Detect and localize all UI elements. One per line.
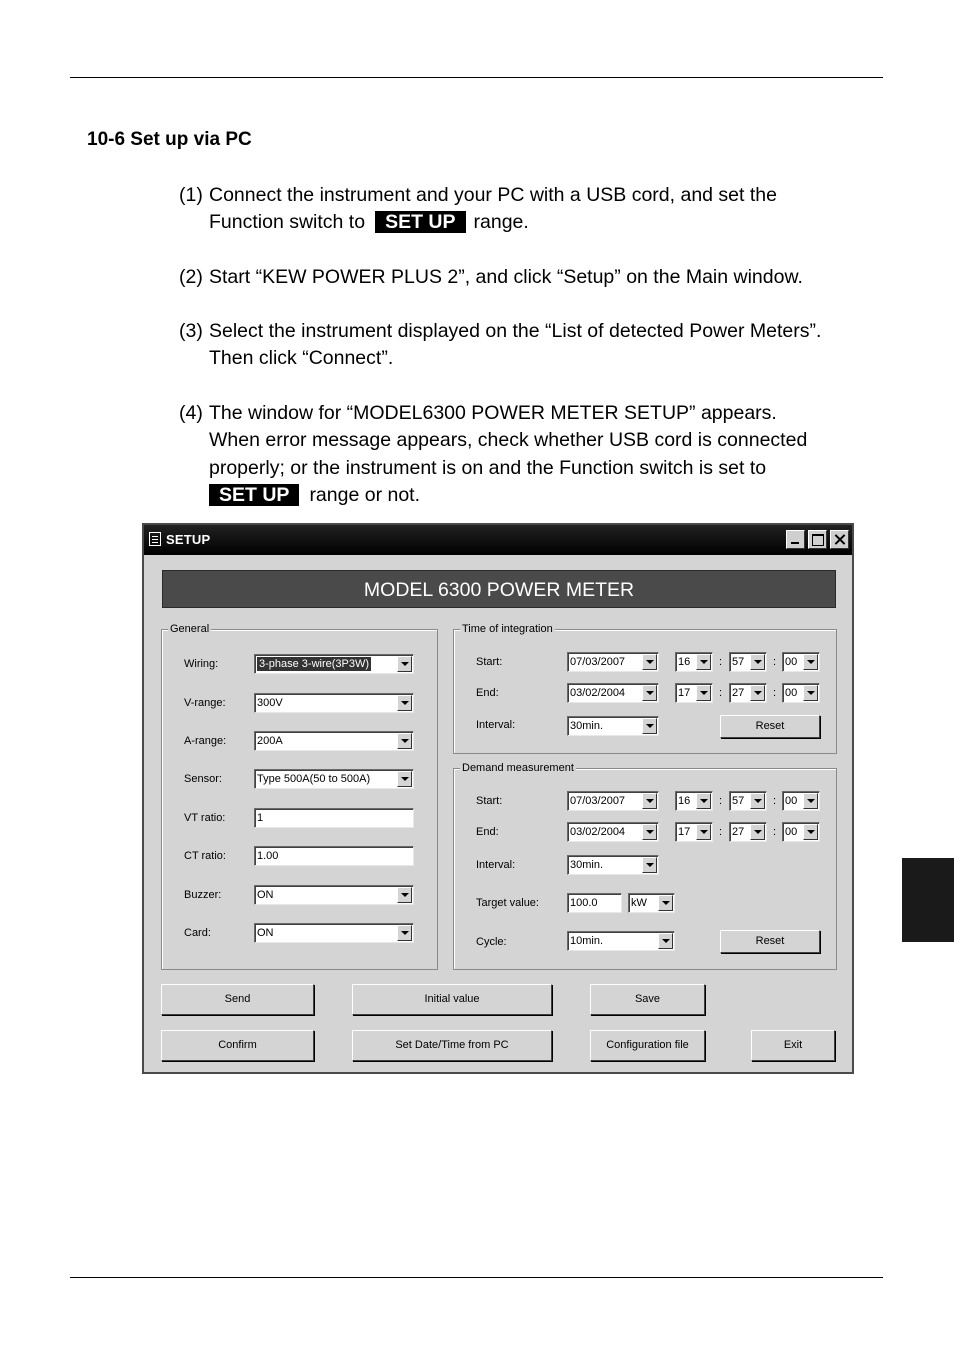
chevron-down-icon[interactable] [642, 857, 657, 873]
time-colon: : [719, 687, 723, 699]
integ-end-label: End: [476, 687, 499, 699]
vt-ratio-input[interactable]: 1 [254, 808, 414, 828]
wiring-select[interactable]: 3-phase 3-wire(3P3W) [254, 654, 414, 674]
chevron-down-icon[interactable] [397, 887, 412, 903]
window-title: SETUP [166, 532, 211, 547]
minimize-icon[interactable] [786, 530, 805, 549]
target-value-label: Target value: [476, 897, 539, 909]
demand-start-second[interactable]: 00 [782, 791, 820, 811]
exit-button[interactable]: Exit [751, 1030, 835, 1061]
integ-start-minute[interactable]: 57 [729, 652, 767, 672]
general-group [161, 623, 438, 970]
step-text-line [209, 209, 777, 236]
integ-end-hour[interactable]: 17 [675, 683, 713, 703]
demand-start-label: Start: [476, 795, 503, 807]
integ-start-second[interactable]: 00 [782, 652, 820, 672]
card-select[interactable]: ON [254, 923, 414, 943]
demand-end-second[interactable]: 00 [782, 822, 820, 842]
integ-reset-button[interactable]: Reset [720, 715, 820, 738]
ct-ratio-label: CT ratio: [184, 850, 226, 862]
wiring-label: Wiring: [184, 658, 219, 670]
chevron-down-icon[interactable] [642, 685, 657, 701]
chevron-down-icon[interactable] [696, 685, 711, 701]
chevron-down-icon[interactable] [642, 824, 657, 840]
demand-interval-select[interactable]: 30min. [567, 855, 659, 875]
step-number: (1) [179, 184, 203, 206]
step-text-line [209, 482, 807, 509]
step-text-line: Start “KEW POWER PLUS 2”, and click “Setup” on the Main window. [209, 266, 803, 288]
chevron-down-icon[interactable] [803, 654, 818, 670]
time-colon: : [773, 795, 777, 807]
set-up-highlight: SET UP [209, 484, 299, 506]
step-text-line: Select the instrument displayed on the “List of detected Power Meters”. [209, 320, 822, 342]
a-range-select[interactable]: 200A [254, 731, 414, 751]
time-colon: : [719, 795, 723, 807]
v-range-select[interactable]: 300V [254, 693, 414, 713]
demand-interval-label: Interval: [476, 859, 516, 871]
general-legend: General [170, 623, 210, 635]
sensor-select[interactable]: Type 500A(50 to 500A) [254, 769, 414, 789]
a-range-label: A-range: [184, 735, 227, 747]
chevron-down-icon[interactable] [642, 793, 657, 809]
demand-end-minute[interactable]: 27 [729, 822, 767, 842]
target-unit-select[interactable]: kW [628, 893, 675, 913]
step-text: range. [473, 211, 529, 234]
target-value-input[interactable]: 100.0 [567, 893, 622, 913]
set-datetime-button[interactable]: Set Date/Time from PC [352, 1030, 552, 1061]
demand-reset-button[interactable]: Reset [720, 930, 820, 953]
chevron-down-icon[interactable] [642, 654, 657, 670]
chevron-down-icon[interactable] [803, 685, 818, 701]
integration-legend: Time of integration [462, 623, 553, 635]
configuration-file-button[interactable]: Configuration file [590, 1030, 705, 1061]
time-colon: : [719, 656, 723, 668]
chevron-down-icon[interactable] [696, 793, 711, 809]
setup-window [142, 523, 854, 1074]
integ-interval-label: Interval: [476, 719, 516, 731]
step-number: (3) [179, 320, 203, 342]
vt-ratio-label: VT ratio: [184, 812, 226, 824]
chevron-down-icon[interactable] [658, 933, 673, 949]
integ-interval-select[interactable]: 30min. [567, 716, 659, 736]
chevron-down-icon[interactable] [803, 793, 818, 809]
chevron-down-icon[interactable] [696, 654, 711, 670]
demand-start-date[interactable]: 07/03/2007 [567, 791, 659, 811]
integ-start-label: Start: [476, 656, 503, 668]
chevron-down-icon[interactable] [803, 824, 818, 840]
maximize-icon[interactable] [808, 530, 827, 549]
time-colon: : [773, 687, 777, 699]
step-text-line: properly; or the instrument is on and the Function switch is set to [209, 456, 767, 479]
integ-end-date[interactable]: 03/02/2004 [567, 683, 659, 703]
cycle-select[interactable]: 10min. [567, 931, 675, 951]
buzzer-label: Buzzer: [184, 889, 222, 901]
save-button[interactable]: Save [590, 984, 705, 1015]
demand-start-hour[interactable]: 16 [675, 791, 713, 811]
cycle-label: Cycle: [476, 936, 507, 948]
confirm-button[interactable]: Confirm [161, 1030, 314, 1061]
card-label: Card: [184, 927, 211, 939]
buzzer-select[interactable]: ON [254, 885, 414, 905]
title-bar[interactable] [144, 525, 852, 555]
footer-rule [70, 1277, 883, 1278]
chevron-down-icon[interactable] [750, 793, 765, 809]
step-number: (2) [179, 266, 203, 288]
time-colon: : [773, 826, 777, 838]
v-range-label: V-range: [184, 697, 226, 709]
step-text: Function switch to [209, 211, 366, 234]
close-icon[interactable] [830, 530, 849, 549]
step-number: (4) [179, 402, 203, 424]
app-icon[interactable] [149, 532, 161, 546]
chevron-down-icon[interactable] [658, 895, 673, 911]
header-rule [70, 77, 883, 78]
model-banner: MODEL 6300 POWER METER [162, 570, 836, 608]
chevron-down-icon[interactable] [397, 656, 412, 672]
step-text-line: The window for “MODEL6300 POWER METER SETUP” appears. [209, 402, 777, 424]
step-text-line: Then click “Connect”. [209, 347, 394, 370]
initial-value-button[interactable]: Initial value [352, 984, 552, 1015]
demand-end-date[interactable]: 03/02/2004 [567, 822, 659, 842]
chapter-tab [902, 858, 954, 942]
time-colon: : [719, 826, 723, 838]
chevron-down-icon[interactable] [696, 824, 711, 840]
chevron-down-icon[interactable] [750, 685, 765, 701]
chevron-down-icon[interactable] [750, 824, 765, 840]
integ-end-second[interactable]: 00 [782, 683, 820, 703]
chevron-down-icon[interactable] [642, 718, 657, 734]
ct-ratio-input[interactable]: 1.00 [254, 846, 414, 866]
integ-start-hour[interactable]: 16 [675, 652, 713, 672]
demand-end-hour[interactable]: 17 [675, 822, 713, 842]
time-colon: : [773, 656, 777, 668]
step-text: range or not. [309, 483, 421, 506]
demand-end-label: End: [476, 826, 499, 838]
chevron-down-icon[interactable] [397, 925, 412, 941]
section-heading: 10-6 Set up via PC [87, 129, 252, 150]
chevron-down-icon[interactable] [750, 654, 765, 670]
integ-start-date[interactable]: 07/03/2007 [567, 652, 659, 672]
integ-end-minute[interactable]: 27 [729, 683, 767, 703]
demand-legend: Demand measurement [462, 762, 574, 774]
step-text-line: Connect the instrument and your PC with a USB cord, and set the [209, 184, 777, 206]
demand-start-minute[interactable]: 57 [729, 791, 767, 811]
chevron-down-icon[interactable] [397, 733, 412, 749]
sensor-label: Sensor: [184, 773, 222, 785]
set-up-highlight: SET UP [375, 211, 465, 233]
send-button[interactable]: Send [161, 984, 314, 1015]
chevron-down-icon[interactable] [397, 695, 412, 711]
step-text-line: When error message appears, check whether USB cord is connected [209, 429, 808, 452]
chevron-down-icon[interactable] [397, 771, 412, 787]
